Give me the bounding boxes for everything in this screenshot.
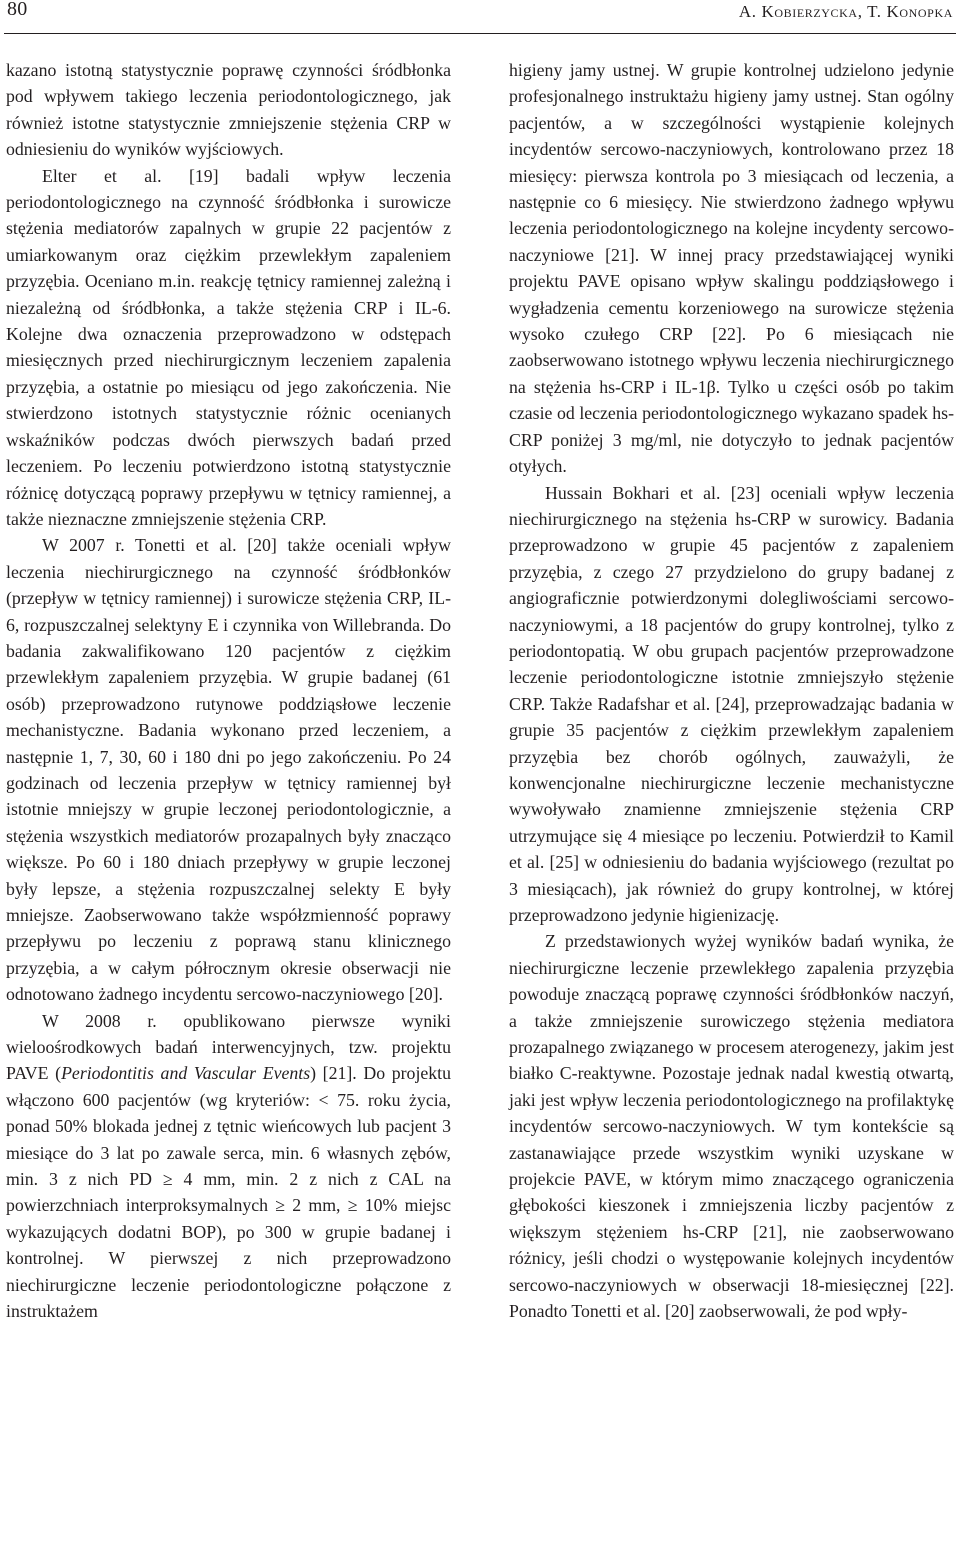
- header-rule: [4, 33, 956, 34]
- paragraph-text: ) [21]. Do projektu włączono 600 pacjentów (wg kryteriów: < 75. roku życia, ponad 50% blokada jednej z tętnic wieńcowych lub pacjent 3 miesiące do 3 lat po zawale serca, min. 6 własnych zębów, min. 3 z nich PD ≥ 4 mm, min. 2 z nich z CAL na powierzchniach interproksymalnych ≥ 2 mm, ≥ 10% miejsc wykazujących dodatni BOP), po 300 w grupie badanej i kontrolnej. W pierwszej z nich przeprowadzono niechirurgiczne leczenie periodontologiczne połączone z instruktażem: [6, 1063, 451, 1322]
- paragraph: Z przedstawionych wyżej wyników badań wynika, że niechirurgiczne leczenie przewlekłego zapalenia przyzębia powoduje znaczącą poprawę czynności śródbłonków naczyń, a także zmniejszenie surowiczego stężenia mediatora prozapalnego związanego w procesem aterogenezy, jakim jest białko C-reaktywne. Pozostaje jednak nadal kwestią otwartą, jaki jest wpływ leczenia periodontologicznego na profilaktykę incydentów sercowo-naczyniowych. W tym kontekście są zastanawiające przede wszystkim wyniki uzyskane w projekcie PAVE, w którym mimo znaczącego ograniczenia głębokości kieszonek i zmniejszenia liczby pacjentów z większym stężeniem hs-CRP [21], nie zaobserwowano różnicy, jeśli chodzi o występowanie kolejnych incydentów sercowo-naczyniowych w obserwacji 18-miesięcznej [22]. Ponadto Tonetti et al. [20] zaobserwowali, że pod wpły-: [509, 931, 954, 1322]
- project-name-italic: Periodontitis and Vascular Events: [61, 1063, 311, 1084]
- paragraph: higieny jamy ustnej. W grupie kontrolnej udzielono jedynie profesjonalnego instruktażu higieny jamy ustnej. Stan ogólny pacjentów, a w szczególności wystąpienie kolejnych incydentów sercowo-naczyniowych, kontrolowano przez 18 miesięcy: pierwsza kontrola po 3 miesiącach od leczenia, a następnie co 6 miesięcy. Nie stwierdzono żadnego wpływu leczenia periodontologicznego na kolejne incydenty sercowo-naczyniowe [21]. W innej pracy przedstawiającej wyniki projektu PAVE opisano wpływ skalingu poddziąsłowego i wygładzenia cementu korzeniowego na surowicze stężenia wysoko czułego CRP [22]. Po 6 miesiącach nie zaobserwowano istotnego wpływu leczenia niechirurgicznego na stężenia hs-CRP i IL-1β. Tylko u części osób po takim czasie od leczenia periodontologicznego wykazano spadek hs-CRP poniżej 3 mg/ml, nie dotyczyło to jednak pacjentów otyłych.: [509, 60, 954, 477]
- paragraph: kazano istotną statystycznie poprawę czynności śródbłonka pod wpływem takiego leczenia periodontologicznego, jak również istotne statystycznie zmniejszenie stężenia CRP w odniesieniu do wyników wyjściowych.: [6, 60, 451, 160]
- left-column: [6, 57, 451, 1325]
- paragraph: [6, 1008, 451, 1325]
- paragraph-text: W 2008 r. opublikowano pierwsze wyniki wieloośrodkowych badań interwencyjnych, tzw. projektu PAVE (: [6, 1010, 451, 1084]
- page-header: [7, 0, 953, 24]
- running-head-authors: A. Kobierzycka, T. Konopka: [738, 2, 953, 21]
- right-column: [509, 57, 954, 1325]
- paragraph: W 2007 r. Tonetti et al. [20] także oceniali wpływ leczenia niechirurgicznego na czynność śródbłonków (przepływ w tętnicy ramiennej) i surowicze stężenia CRP, IL-6, rozpuszczalnej selektyny E i czynnika von Willebranda. Do badania zakwalifikowano 120 pacjentów z ciężkim przewlekłym zapaleniem przyzębia. W grupie badanej (61 osób) przeprowadzono rutynowe poddziąsłowe leczenie mechanistyczne. Badania wykonano przed leczeniem, a następnie 1, 7, 30, 60 i 180 dni po jego zakończeniu. Po 24 godzinach od leczenia przepływ w tętnicy ramiennej był istotnie mniejszy w grupie leczonej periodontologicznie, a stężenia wszystkich mediatorów prozapalnych były znacząco większe. Po 60 i 180 dniach przepływy w grupie leczonej były lepsze, a stężenia rozpuszczalnej selekty E były mniejsze. Zaobserwowano także współzmienność poprawy przepływu po leczeniu z poprawą stanu klinicznego przyzębia, a w całym półrocznym okresie obserwacji nie odnotowano żadnego incydentu sercowo-naczyniowego [20].: [6, 535, 451, 1005]
- paragraph: Elter et al. [19] badali wpływ leczenia periodontologicznego na czynność śródbłonka i surowicze stężenia mediatorów zapalnych w grupie 22 pacjentów z umiarkowanym oraz ciężkim przewlekłym zapaleniem przyzębia. Oceniano m.in. reakcję tętnicy ramiennej zależną i niezależną od śródbłonka, a także stężenia CRP i IL-6. Kolejne dwa oznaczenia przeprowadzono w odstępach miesięcznych przed niechirurgicznym leczeniem zapalenia przyzębia, a ostatnie po miesiącu od jego zakończenia. Nie stwierdzono istotnych statystycznie różnic ocenianych wskaźników podczas dwóch pierwszych badań przed leczeniem. Po leczeniu potwierdzono istotną statystycznie różnicę dotyczącą poprawy przepływu w tętnicy ramiennej, a także nieznaczne zmniejszenie stężenia CRP.: [6, 165, 451, 529]
- page-number: 80: [7, 0, 28, 20]
- paragraph: Hussain Bokhari et al. [23] oceniali wpływ leczenia niechirurgicznego na stężenia hs-CRP w surowicy. Badania przeprowadzono w grupie 45 pacjentów z zapaleniem przyzębia, z czego 27 przydzielono do grupy badanej z angiograficznie potwierdzonymi dolegliwościami sercowo-naczyniowymi, a 18 pacjentów do grupy kontrolnej, tylko z periodontopatią. W obu grupach pacjentów przeprowadzone leczenie periodontologiczne istotnie zmniejszyło stężenie CRP. Także Radafshar et al. [24], przeprowadzając badania w grupie 35 pacjentów z ciężkim przewlekłym zapaleniem przyzębia bez chorób ogólnych, zauważyli, że konwencjonalne niechirurgiczne leczenie mechanistyczne wywoływało znamienne zmniejszenie stężenia CRP utrzymujące się 4 miesiące po leczeniu. Potwierdził to Kamil et al. [25] w odniesieniu do badania wyjściowego (rezultat po 3 miesiącach), jak również do grupy kontrolnej, w której przeprowadzono jedynie higienizację.: [509, 482, 954, 925]
